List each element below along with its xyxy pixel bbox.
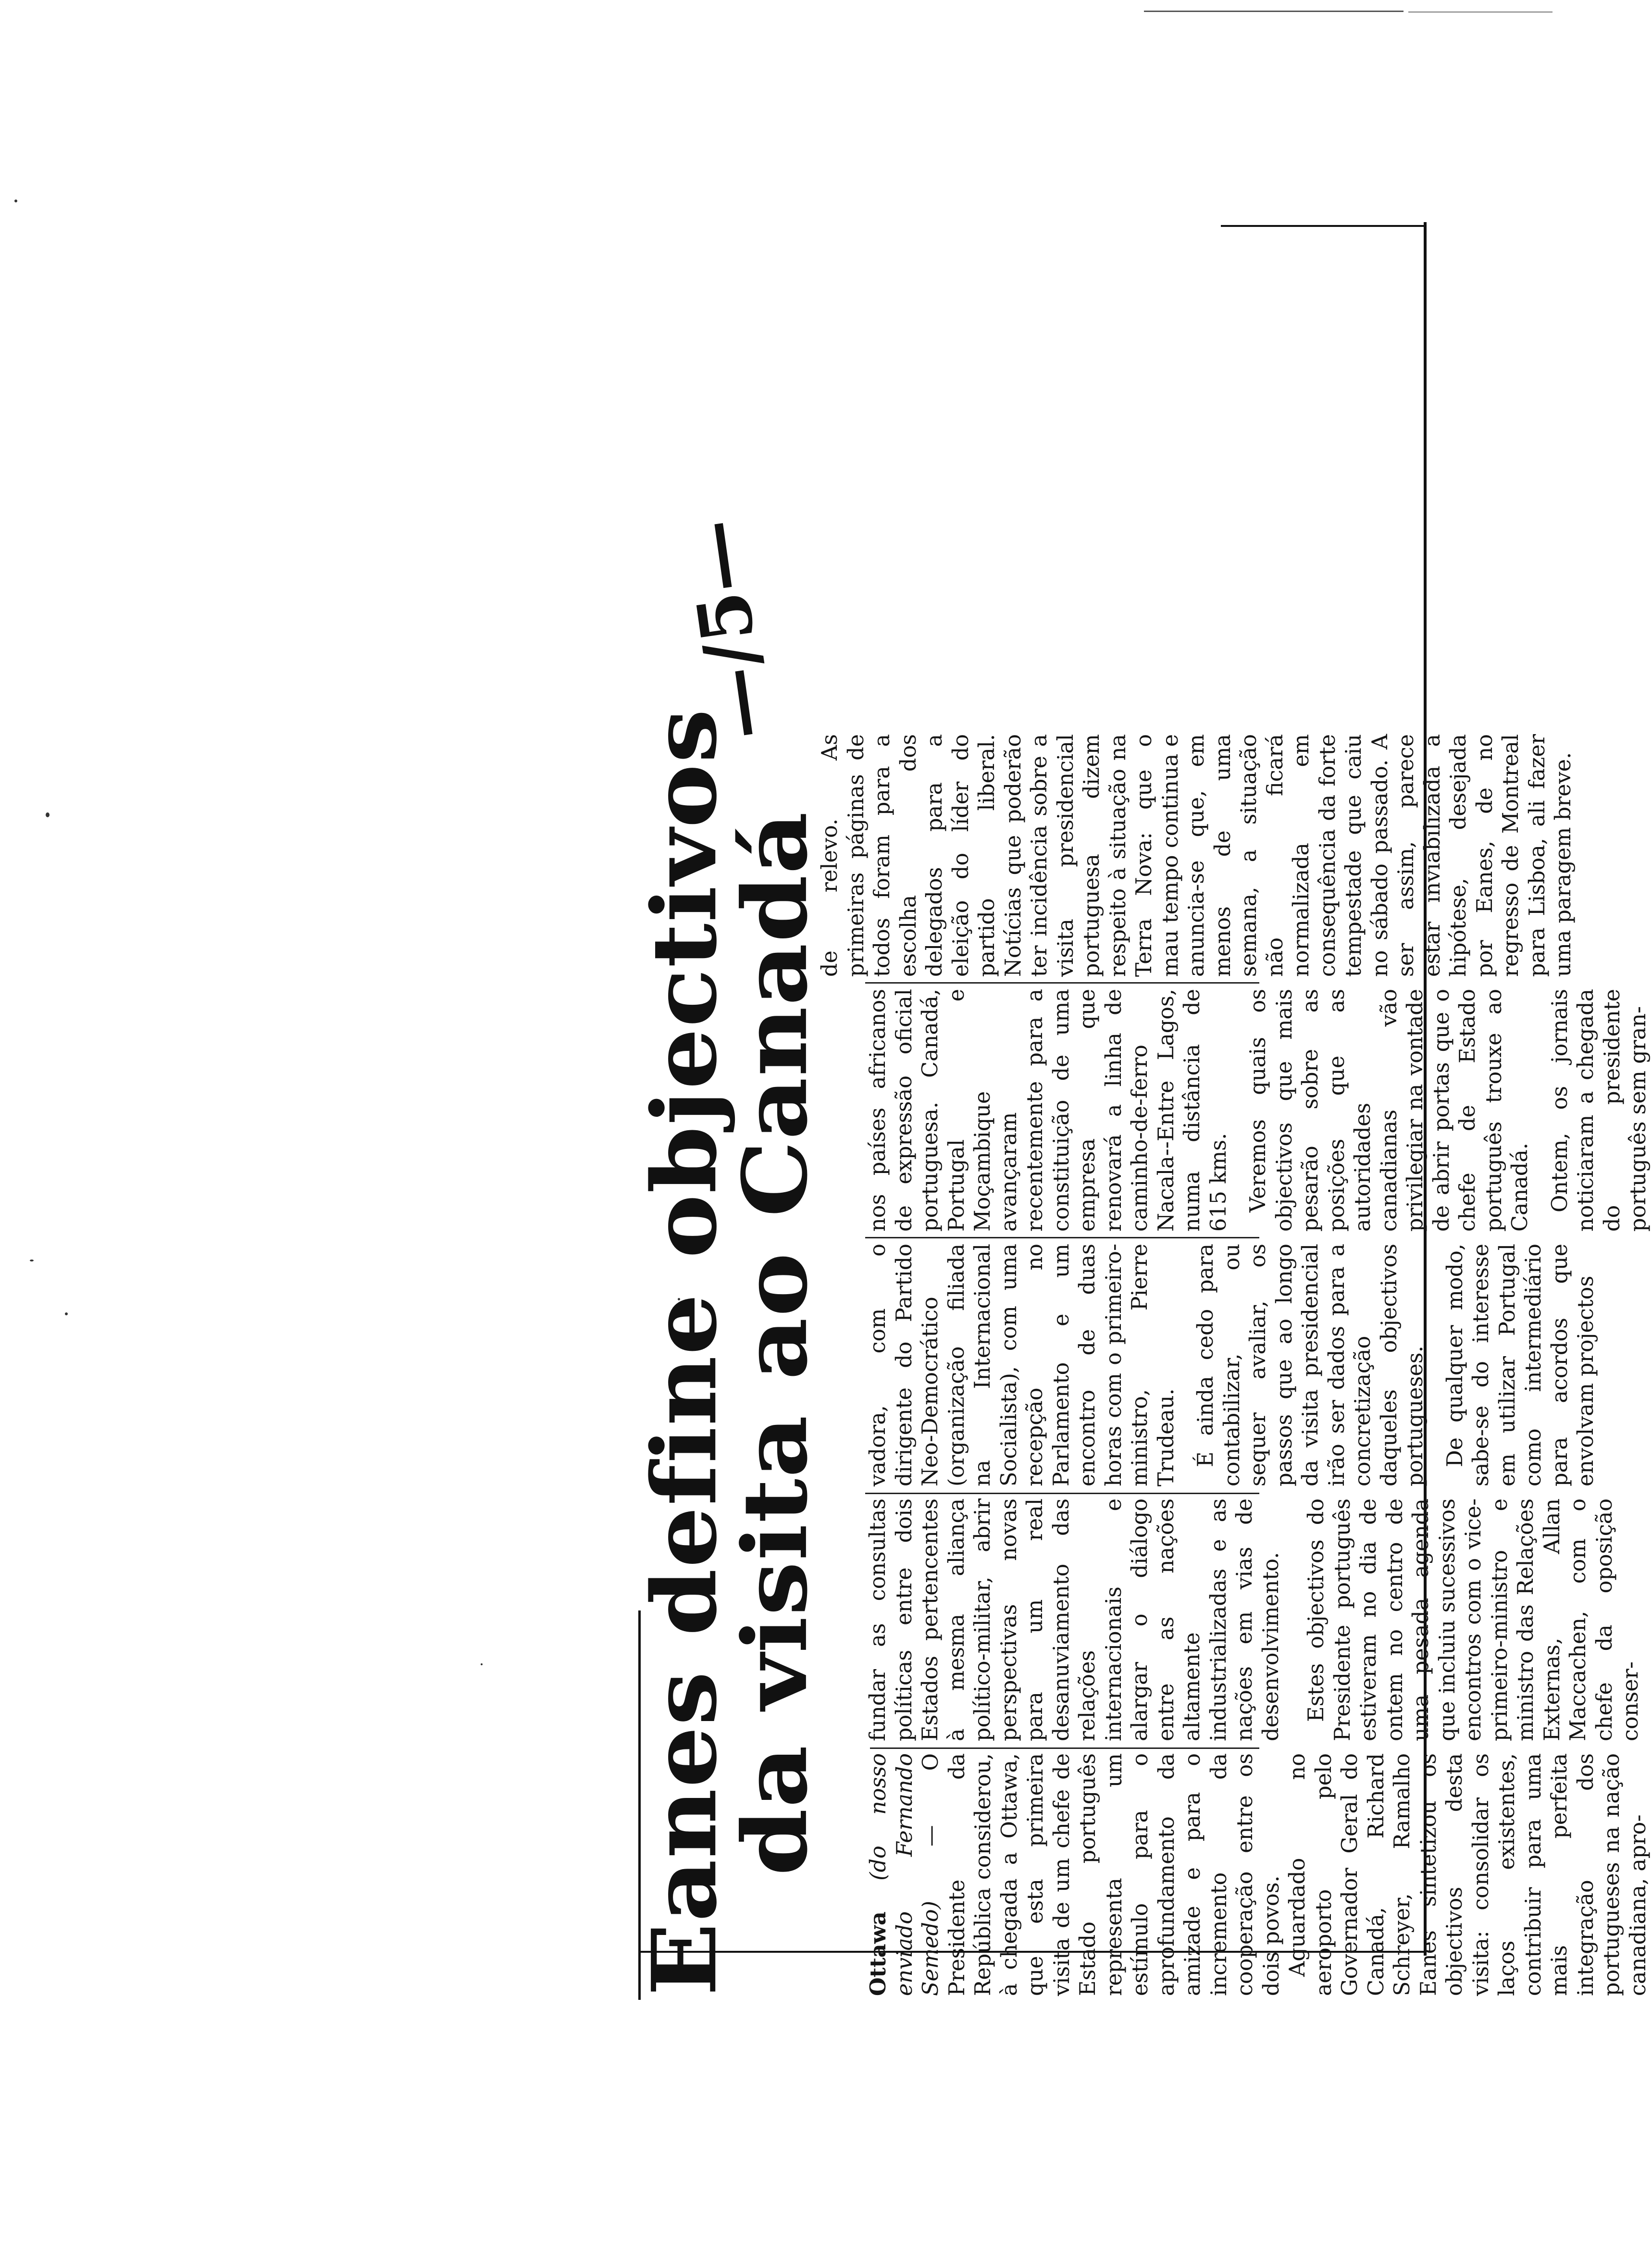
column-5-paragraph-1: de relevo. As primeiras páginas de todos foram para a escolha dos delegados para a eleição do líder do partido liberal. Notícias que poderão ter incidência sobre a visita presidencial portuguesa dizem respeito à situação na Terra Nova: que o mau tempo continua e anuncia-se que, em menos de uma semana, a situação não ficará normalizada em consequência da forte tempestade que caiu no sábado passado. A ser assim, parece estar inviabilizada a hipótese, desejada por Eanes, de no regresso de Montreal para Lisboa, ali fazer uma paragem breve. xyxy=(818,734,1576,977)
article-column-4 xyxy=(865,989,1652,1232)
scan-speck xyxy=(65,1312,68,1315)
article-column-3 xyxy=(865,1244,1600,1486)
article-column-1 xyxy=(865,1753,1652,1996)
column-3-paragraph-3: De qualquer modo, sabe-se do interesse em utilizar Portugal como intermediário para acordos que envolvam projectos xyxy=(1442,1244,1598,1486)
scan-artifact-line xyxy=(1144,11,1404,12)
headline-line-2: da visita ao Canadá xyxy=(723,811,827,1876)
column-2-paragraph-2: Estes objectivos do Presidente português estiveram no dia de ontem no centro de uma pesada agenda que incluiu sucessivos encontros com o vice-primeiro-ministro e ministro das Relações Externas, Allan Maccachen, com o chefe da oposição conser- xyxy=(1304,1498,1643,1741)
scan-speck xyxy=(14,200,17,202)
column-4-paragraph-3: Ontem, os jornais noticiaram a chegada do presidente português sem gran- xyxy=(1547,989,1651,1232)
newspaper-article xyxy=(633,260,1651,2000)
scan-speck xyxy=(30,1260,34,1261)
dateline-byline: (do nosso enviado Fernando Semedo) xyxy=(866,1753,943,1996)
dateline-city: Ottawa xyxy=(866,1911,891,1996)
column-3-paragraph-1: vadora, com o dirigente do Partido Neo-Democrático (organização filiada na Internacional Socialista), com uma recepção no Parlamento e um encontro de duas horas com o primeiro-ministro, Pierre Trudeau. xyxy=(866,1244,1179,1486)
column-3-paragraph-2: É ainda cedo para contabilizar, ou sequer avaliar, os passos que ao longo da visita presidencial irão ser dados para a concretização daqueles objectivos portugueses. xyxy=(1193,1244,1428,1486)
column-divider xyxy=(865,1493,1259,1494)
article-column-5 xyxy=(817,734,1577,977)
column-2-paragraph-1: fundar as consultas políticas entre dois Estados pertencentes à mesma aliança político-militar, abrir perspectivas novas para um real desanuviamento das relações internacionais e alargar o diálogo entre as nações altamente industrializadas e as nações em vias de desenvolvimento. xyxy=(866,1498,1283,1741)
column-4-paragraph-2: Veremos quais os objectivos que mais pesarão sobre as posições que as autoridades canadianas vão privilegiar na vontade de abrir portas que o chefe de Estado português trouxe ao Canadá. xyxy=(1246,989,1532,1232)
column-divider xyxy=(865,1237,1259,1238)
column-1-paragraph-2: Aguardado no aeroporto pelo Governador Geral do Canadá, Richard Schreyer, Ramalho Eanes sintetizou os objectivos desta visita: consolidar os laços existentes, contribuir para uma mais perfeita integração dos portugueses na nação canadiana, apro- xyxy=(1285,1753,1651,1996)
article-column-2 xyxy=(865,1498,1644,1741)
clipping-border-top xyxy=(1221,225,1427,227)
headline-line-1: Eanes define objectivos xyxy=(633,708,737,1996)
scan-speck xyxy=(46,812,50,817)
scan-speck xyxy=(481,1663,483,1665)
column-divider xyxy=(865,982,1259,984)
column-4-paragraph-1: nos países africanos de expressão oficial portuguesa. Canadá, Portugal e Moçambique avançaram recentemente para a constituição de uma empresa que renovará a linha de caminho-de-ferro Nacala--Entre Lagos, numa distância de 615 kms. xyxy=(866,989,1231,1232)
column-1-paragraph-1: — O Presidente da República considerou, à chegada a Ottawa, que esta primeira visita de um chefe de Estado português representa um estímulo para o aprofundamento da amizade e para o incremento da cooperação entre os dois povos. xyxy=(919,1753,1284,1996)
page-number-marker: —/5— xyxy=(670,514,785,746)
column-divider xyxy=(870,1747,1259,1749)
headline xyxy=(633,708,827,1996)
